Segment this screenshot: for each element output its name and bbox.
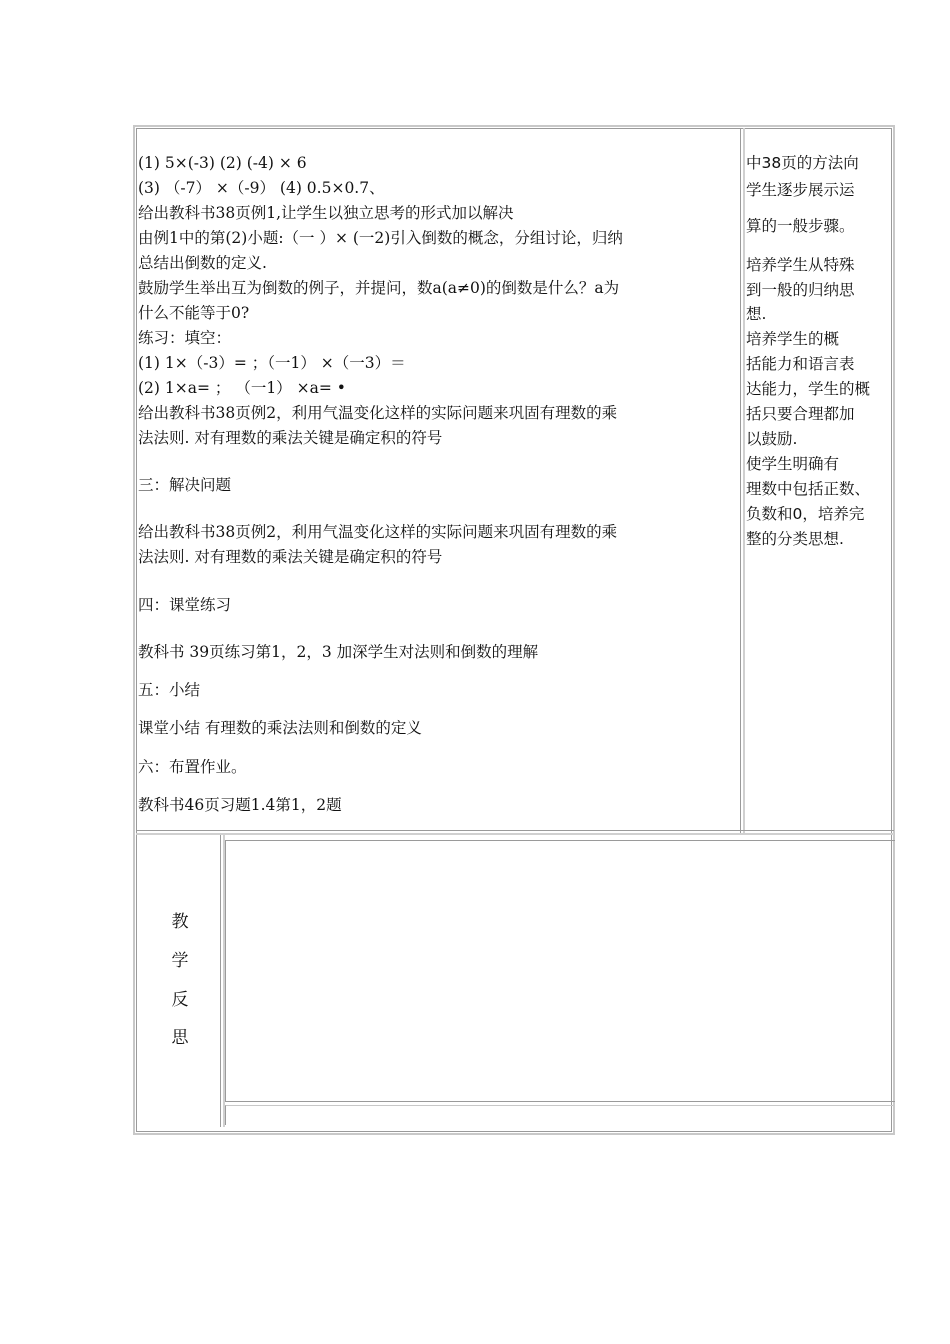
section-heading: 三：解决问题 (138, 476, 232, 494)
content-line: 给出教科书38页例2，利用气温变化这样的实际问题来巩固有理数的乘 (138, 523, 618, 541)
note-line: 负数和0，培养完 (746, 505, 865, 523)
reflection-label-char: 教 (171, 912, 189, 932)
content-line: 给出教科书38页例2，利用气温变化这样的实际问题来巩固有理数的乘 (138, 404, 618, 422)
note-line: 以鼓励. (746, 430, 798, 448)
section-heading: 四：课堂练习 (138, 596, 232, 614)
content-line: (2) 1×a= ； （一1） ×a= • (138, 379, 346, 397)
note-line: 培养学生从特殊 (746, 256, 855, 274)
note-line: 学生逐步展示运 (746, 181, 855, 199)
reflection-label-char: 反 (171, 990, 189, 1010)
content-line: (1) 1×（-3）= ；（一1） ×（一3）＝ (138, 354, 406, 372)
column-divider (740, 128, 741, 834)
note-line: 想. (746, 305, 767, 323)
note-line: 到一般的归纳思 (746, 281, 855, 299)
content-line: 法法则. 对有理数的乘法关键是确定积的符号 (138, 548, 443, 566)
reflection-label-char: 思 (171, 1028, 189, 1048)
label-cell-divider (220, 835, 221, 1127)
note-line: 整的分类思想. (746, 530, 844, 548)
reflection-content-cell (225, 840, 895, 1102)
note-line: 算的一般步骤。 (746, 217, 855, 235)
content-line: 什么不能等于0? (138, 304, 250, 322)
content-line: 法法则. 对有理数的乘法关键是确定积的符号 (138, 429, 443, 447)
section-heading: 六：布置作业。 (138, 758, 247, 776)
note-line: 使学生明确有 (746, 455, 840, 473)
row-divider (136, 830, 894, 831)
note-line: 培养学生的概 (746, 330, 840, 348)
content-line: 课堂小结 有理数的乘法法则和倒数的定义 (138, 719, 422, 737)
content-line: 由例1中的第(2)小题:（一 ）× (一2)引入倒数的概念，分组讨论，归纳 (138, 229, 623, 247)
note-line: 括只要合理都加 (746, 405, 855, 423)
content-line: (3) （-7） ×（-9） (4) 0.5×0.7、 (138, 179, 385, 197)
content-line: 鼓励学生举出互为倒数的例子，并提问，数a(a≠0)的倒数是什么？a为 (138, 279, 620, 297)
note-line: 中38页的方法向 (746, 154, 859, 172)
note-line: 达能力，学生的概 (746, 380, 871, 398)
reflection-footer-cell (225, 1105, 895, 1125)
content-line: 练习：填空： (138, 329, 232, 347)
content-line: (1) 5×(-3) (2) (-4) × 6 (138, 154, 307, 172)
section-heading: 五：小结 (138, 681, 201, 699)
row-divider-shadow (136, 833, 894, 835)
note-line: 括能力和语言表 (746, 355, 855, 373)
content-line: 教科书 39页练习第1，2，3 加深学生对法则和倒数的理解 (138, 643, 539, 661)
content-line: 总结出倒数的定义. (138, 254, 267, 272)
content-line: 教科书46页习题1.4第1，2题 (138, 796, 342, 814)
note-line: 理数中包括正数、 (746, 480, 871, 498)
reflection-label-char: 学 (171, 951, 189, 971)
content-line: 给出教科书38页例1,让学生以独立思考的形式加以解决 (138, 204, 514, 222)
column-divider-shadow (743, 128, 745, 834)
